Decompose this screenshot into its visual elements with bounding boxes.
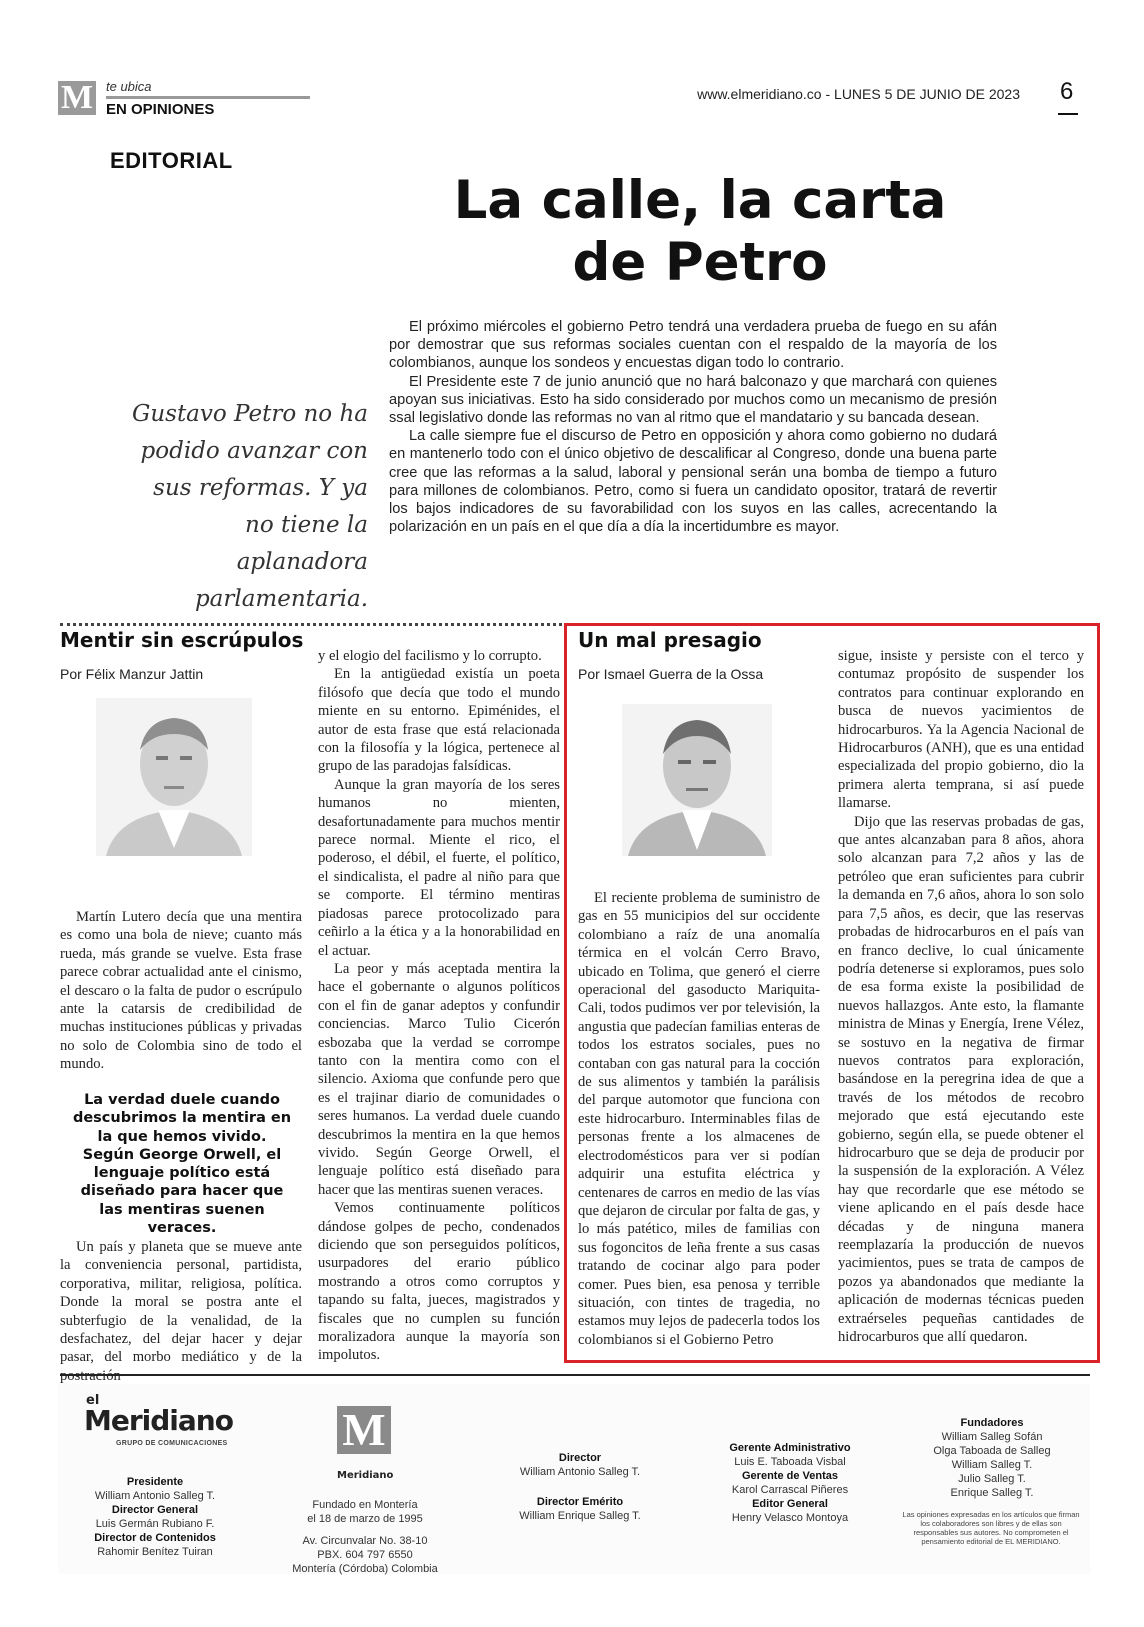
presidente-name: William Antonio Salleg T. [94, 1490, 216, 1502]
portrait-icon [96, 698, 252, 856]
director-contenidos-name: Rahomir Benítez Tuiran [97, 1546, 213, 1558]
author-photo-guerra [622, 704, 772, 856]
director-general-name: Luis Germán Rubiano F. [95, 1518, 215, 1530]
footer-brand-el: el [86, 1393, 100, 1408]
masthead-tagline: te ubica [106, 79, 152, 94]
title-line-2: de Petro [572, 232, 828, 293]
gerente-admin-label: Gerente Administrativo [729, 1442, 851, 1454]
article-text-mentir-bottom [60, 1238, 302, 1385]
title-line-1: La calle, la carta [453, 170, 947, 231]
founded-line-2: el 18 de marzo de 1995 [307, 1513, 423, 1525]
founder-name: Enrique Salleg T. [950, 1487, 1034, 1499]
address-line-3: Montería (Córdoba) Colombia [292, 1563, 438, 1575]
fundadores-label: Fundadores [960, 1417, 1024, 1429]
footer-brand-name: Meridiano [84, 1404, 233, 1437]
article-byline-manzur: Por Félix Manzur Jattin [60, 666, 204, 682]
gerente-admin-name: Luis E. Taboada Visbal [734, 1456, 846, 1468]
footer-brand-subtitle: GRUPO DE COMUNICACIONES [116, 1440, 228, 1447]
editor-general-name: Henry Velasco Montoya [731, 1512, 849, 1524]
footer-directors [500, 1451, 660, 1523]
masthead-logo: M [58, 81, 96, 115]
director-name: William Antonio Salleg T. [519, 1466, 641, 1478]
director-label: Director [558, 1452, 602, 1464]
footer-founding-info [290, 1498, 440, 1576]
article-text-mentir-top [60, 908, 302, 1074]
article-paragraph: Martín Lutero decía que una mentira es como una bola de nieve; cuanto más rueda, más grande se vuelve. Esta frase parece cobrar actualidad ante el cinismo, el descaro o la falta de pudor o escrúpulo ante la catarsis de credibilidad de muchas instituciones públicas y privadas no solo de Colombia sino de todo el mundo. [60, 909, 302, 1073]
editor-general-label: Editor General [752, 1498, 828, 1510]
author-photo-manzur [96, 698, 252, 856]
article-text-mentir-continued [318, 647, 560, 1365]
section-label: EN OPINIONES [106, 101, 215, 118]
article-paragraph: Dijo que las reservas probadas de gas, que antes alcanzaban para 8 años, ahora solo alcanzan para 7,2 años y las de petróleo que eran suficientes para cubrir la demanda en 7,6 años, ahora lo son solo para 7,5 años, es decir, que las reservas probadas de hidrocarburos en el país van en franco declive, lo cual únicamente podría detenerse si exploramos, pues solo de esa forma existe la posibilidad de nuevos hallazgos. Ante esto, la flamante ministra de Minas y Energía, Irene Vélez, se sostuvo en la negativa de firmar nuevos contratos para exploración, basándose en la peregrina idea de que a través de los métodos de recobro mejorado que está ejecutando este gobierno, según ella, se puede obtener el hidrocarburo que se deja de producir por la suspensión de la exploración. A Vélez hay que recordarle que ese método se viene aplicando en el país desde hace décadas y de ninguna manera reemplazaría la producción de nuevos yacimientos, pues se trata de campos de pozos ya abandonados que mediante la aplicación de modernas técnicas pueden extraérseles pequeñas cantidades de hidrocarburos que allí quedaron. [838, 813, 1084, 1346]
article-paragraph: Un país y planeta que se mueve ante la conveniencia personal, partidista, corporativa, militar, religiosa, política. Donde la moral se postra ante el subterfugio de la venalidad, de la desfachatez, del dejar hacer y dejar pasar, del morbo mediático y de la [60, 1239, 302, 1366]
footer-management [706, 1441, 874, 1525]
founder-name: William Salleg Sofán [941, 1431, 1043, 1443]
editorial-title [420, 170, 980, 294]
gerente-ventas-name: Karol Carrascal Piñeres [731, 1484, 849, 1496]
article-paragraph: Aunque la gran mayoría de los seres humanos no mienten, desafortunadamente para muchos mentir parece normal. Miente el rico, el poderoso, el débil, el fuerte, el político, el sindicalista, el padre al niño para que se comporte. El término mentiras piadosas parece protocolizado para ceñirlo a la ética y a la honorabilidad en el actuar. [318, 776, 560, 959]
editorial-paragraph: El próximo miércoles el gobierno Petro tendrá una verdadera prueba de fuego en su afán por demostrar que sus reformas sociales cuentan con el respaldo de la mayoría de los colombianos, aunque los sondeos y encuestas digan todo lo contrario. [389, 319, 997, 372]
article-paragraph: Vemos continuamente políticos dándose golpes de pecho, condenados diciendo que son perseguidos políticos, usurpadores del erario público mostrando a otros como corruptos y tapando su falta, jueces, magistrados y fiscales que no cumplen su función moralizadora aunque la mayoría son impolutos. [318, 1200, 560, 1364]
article-byline-guerra: Por Ismael Guerra de la Ossa [578, 666, 764, 682]
presidente-label: Presidente [126, 1476, 184, 1488]
director-emerito-name: William Enrique Salleg T. [519, 1510, 641, 1522]
footer-founders [912, 1416, 1072, 1500]
tagline-rule [106, 96, 310, 99]
footer-logo-name: Meridiano [337, 1470, 394, 1481]
article-paragraph: En la antigüedad existía un poeta filósofo que decía que todo el mundo miente en su entorno. Epiménides, el autor de esta frase que está relacionada con la filosofía y la lógica, pertenece al grupo de las paradojas falsídicas. [318, 666, 560, 775]
article-text-presagio [578, 889, 820, 1349]
editorial-paragraph: El Presidente este 7 de junio anunció que no hará balconazo y que marchará con quienes apoyan sus iniciativas. Esto ha sido considerado por muchos como un mecanismo de presión ssal legislativo donde las reformas no van al ritmo que el mandatario y su bancada desean. [389, 373, 997, 427]
article-pull-quote-mentir: La verdad duele cuando descubrimos la mentira en la que hemos vivido. Según George Orwell, el lenguaje político está diseñado para hacer que las mentiras suenen veraces. [72, 1092, 292, 1237]
founder-name: Olga Taboada de Salleg [933, 1445, 1051, 1457]
page-number-rule [1058, 113, 1078, 115]
founder-name: Julio Salleg T. [958, 1473, 1026, 1485]
footer-logo: M [337, 1406, 391, 1454]
director-contenidos-label: Director de Contenidos [94, 1532, 216, 1544]
director-emerito-label: Director Emérito [536, 1496, 624, 1508]
footer-disclaimer: Las opiniones expresadas en los artículos que firman los colaboradores son libres y de ellas son responsables sus autores. No comprometen el pensamiento editorial de EL MERIDIANO. [902, 1510, 1080, 1546]
article-text-presagio-continued [838, 647, 1084, 1346]
editorial-label: EDITORIAL [110, 148, 233, 173]
pull-quote: Gustavo Petro no ha podido avanzar con sus reformas. Y ya no tiene la aplanadora parlamentaria. [131, 401, 368, 612]
address-line-1: Av. Circunvalar No. 38-10 [302, 1535, 428, 1547]
date-line: www.elmeridiano.co - LUNES 5 DE JUNIO DE 2023 [697, 86, 1020, 102]
footer-leadership [60, 1475, 250, 1559]
gerente-ventas-label: Gerente de Ventas [742, 1470, 838, 1482]
article-paragraph: El reciente problema de suministro de gas en 55 municipios del sur occidente colombiano a raíz de una anomalía térmica en el volcán Cerro Bravo, ubicado en Tolima, que generó el cierre operacional del gasoducto Mariquita-Cali, todos pudimos ver por televisión, la angustia que padecían familias enteras de todos los estratos sociales, pues no contaban con gas natural para la cocción de sus alimentos y también la parálisis del parque automotor que funciona con este hidrocarburo. Interminables filas de personas frente a los almacenes de electrodomésticos para ver si podían adquirir una estufita eléctrica y centenares de carros en medio de las vías que dejaron de circular por falta de gas, y lo más patético, miles de familias con sus fogoncitos de leña frente a sus casas tratando de cocinar algo para poder comer. Pues bien, esa penosa y terrible situación, con tintes de tragedia, no estamos muy lejos de padecerla todos los colombianos si el Gobierno Petro [578, 890, 820, 1348]
address-line-2: PBX. 604 797 6550 [317, 1549, 413, 1561]
director-general-label: Director General [111, 1504, 199, 1516]
founded-line-1: Fundado en Montería [312, 1499, 418, 1511]
portrait-icon [622, 704, 772, 856]
editorial-body [389, 318, 997, 536]
article-headline-presagio: Un mal presagio [578, 628, 762, 652]
editorial-paragraph: La calle siempre fue el discurso de Petro en opposición y ahora como gobierno no dudará en mantenerlo todo con el único objetivo de descalificar al Congreso, donde una buena parte cree que las reformas a la salud, laboral y pensional serán una bomba de tiempo a futuro para millones de colombianos. Petro, como si fuera un candidato opositor, tratará de revertir los bajos indicadores de su favorabilidad con los suyos en las calles, acrecentando la polarización en un país en el que día a día la incertidumbre es mayor. [389, 428, 997, 536]
article-paragraph: La peor y más aceptada mentira la hace el gobernante o algunos políticos con el fin de ganar adeptos y confundir conciencias. Marco Tulio Cicerón esbozaba que la verdad se corrompe tanto con la mentira como con el silencio. Axioma que confunde pero que es el trajinar diario de comunidades o seres humanos. La verdad duele cuando descubrimos la mentira en la que hemos vivido. Según George Orwell, el lenguaje político está diseñado para hacer que las mentiras suenen veraces. [318, 960, 560, 1198]
article-paragraph: sigue, insiste y persiste con el terco y contumaz propósito de suspender los contratos para continuar explorando en busca de nuevos yacimientos de hidrocarburos. Ya la Agencia Nacional de Hidrocarburos (ANH), que es una entidad especializada del propio gobierno, dio la primera alerta temprana, si así puede llamarse. [838, 648, 1084, 812]
article-paragraph: y el elogio del facilismo y lo corrupto. [318, 648, 542, 664]
article-headline-mentir: Mentir sin escrúpulos [60, 628, 304, 652]
founder-name: William Salleg T. [951, 1459, 1033, 1471]
page-number: 6 [1060, 78, 1074, 105]
footer-divider [60, 1374, 1090, 1376]
